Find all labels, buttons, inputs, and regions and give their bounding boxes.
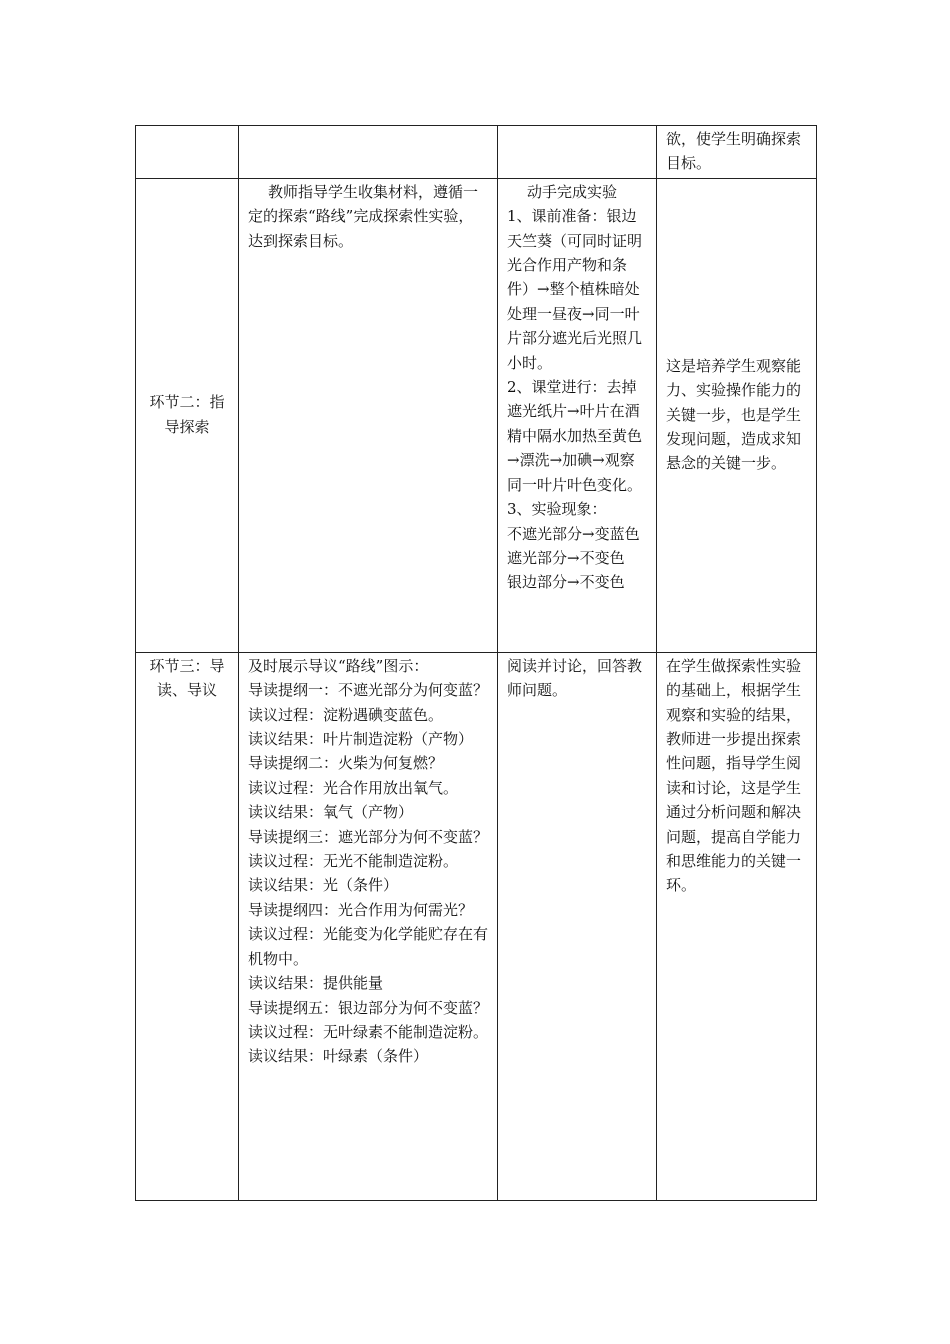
guide-line: 读议过程：光能变为化学能贮存在有机物中。 [248, 925, 489, 968]
guide-line: 读议过程：淀粉遇碘变蓝色。 [248, 705, 444, 724]
guide-line: 及时展示导议“路线”图示： [248, 656, 429, 675]
design-purpose-cell: 这是培养学生观察能力、实验操作能力的关键一步，也是学生发现问题，造成求知悬念的关键一步。 [657, 178, 817, 652]
table-row [136, 178, 817, 652]
guide-line: 读议结果：叶片制造淀粉（产物） [248, 730, 474, 749]
teacher-activity-cell [239, 126, 498, 179]
student-activity-cell: 阅读并讨论，回答教师问题。 [498, 652, 657, 1200]
guide-line: 读议结果：氧气（产物） [248, 803, 414, 822]
experiment-result: 遮光部分→不变色 [507, 548, 625, 567]
student-activity-cell [498, 126, 657, 179]
stage-cell: 环节二：指导探索 [136, 178, 239, 652]
experiment-heading: 动手完成实验 [527, 182, 618, 201]
table-row [136, 652, 817, 1200]
stage-cell [136, 126, 239, 179]
teacher-activity-cell [239, 652, 498, 1200]
guide-line: 导读提纲四：光合作用为何需光？ [248, 900, 474, 919]
experiment-result: 不遮光部分→变蓝色 [507, 524, 640, 543]
experiment-step: 2、课堂进行：去掉遮光纸片→叶片在酒精中隔水加热至黄色→漂洗→加碘→观察同一叶片叶色变化。 [507, 378, 643, 494]
experiment-step: 3、实验现象： [507, 500, 607, 519]
experiment-result: 银边部分→不变色 [507, 573, 625, 592]
experiment-step: 1、课前准备：银边天竺葵（可同时证明光合作用产物和条件）→整个植株暗处处理一昼夜→同一叶片部分遮光后光照几小时。 [507, 207, 643, 372]
guide-line: 导读提纲三：遮光部分为何不变蓝？ [248, 827, 489, 846]
guide-line: 导读提纲二：火柴为何复燃？ [248, 754, 444, 773]
guide-line: 读议结果：光（条件） [248, 876, 399, 895]
guide-line: 读议过程：无光不能制造淀粉。 [248, 852, 459, 871]
guide-line: 读议结果：提供能量 [248, 974, 384, 993]
table-row [136, 126, 817, 179]
teacher-activity-cell: 教师指导学生收集材料，遵循一定的探索“路线”完成探索性实验，达到探索目标。 [239, 178, 498, 652]
guide-line: 读议过程：无叶绿素不能制造淀粉。 [248, 1022, 489, 1041]
stage-cell: 环节三：导读、导议 [136, 652, 239, 1200]
design-purpose-cell: 欲，使学生明确探索目标。 [657, 126, 817, 179]
guide-line: 导读提纲一：不遮光部分为何变蓝？ [248, 681, 489, 700]
guide-line: 读议结果：叶绿素（条件） [248, 1047, 429, 1066]
lesson-plan-table [135, 125, 817, 1201]
student-activity-cell [498, 178, 657, 652]
design-purpose-cell: 在学生做探索性实验的基础上，根据学生观察和实验的结果，教师进一步提出探索性问题，指导学生阅读和讨论，这是学生通过分析问题和解决问题，提高自学能力和思维能力的关键一环。 [657, 652, 817, 1200]
guide-line: 读议过程：光合作用放出氧气。 [248, 778, 459, 797]
guide-line: 导读提纲五：银边部分为何不变蓝？ [248, 998, 489, 1017]
